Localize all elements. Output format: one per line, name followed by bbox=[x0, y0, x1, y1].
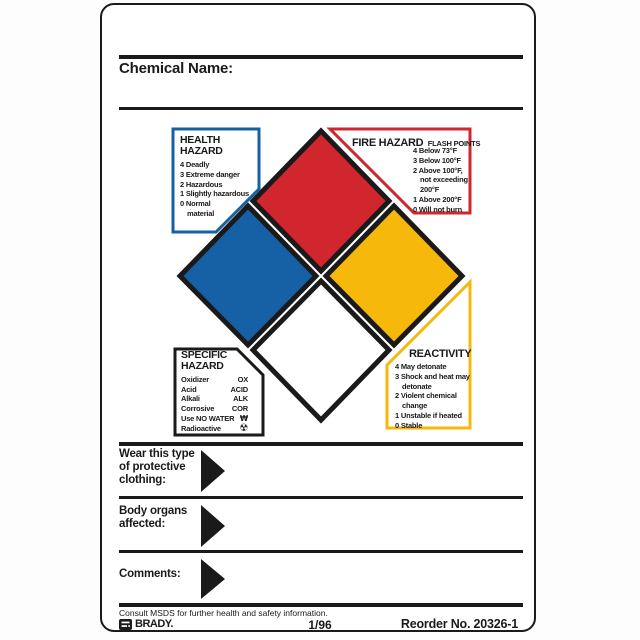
fire-item-0: 0 Will not burn bbox=[413, 204, 463, 214]
chemical-name-label: Chemical Name: bbox=[119, 60, 233, 77]
specific-row-acid bbox=[181, 385, 248, 395]
specific-row-alkali bbox=[181, 394, 248, 404]
fire-hazard-subtitle: FLASH POINTS bbox=[427, 139, 481, 148]
health-item-0: 0 Normal material bbox=[180, 199, 215, 218]
protective-clothing-arrow-icon bbox=[201, 450, 225, 492]
comments-label: Comments: bbox=[119, 568, 181, 580]
specific-row-no-water bbox=[181, 414, 248, 424]
comments-arrow-icon bbox=[201, 559, 225, 599]
fire-item-3: 3 Below 100°F bbox=[413, 155, 461, 165]
reactivity-item-2: 2 Violent chemical change bbox=[395, 391, 457, 411]
specific-hazard-title: SPECIFIC HAZARD bbox=[181, 349, 228, 372]
specific-name-no-water: Use NO WATER bbox=[181, 413, 235, 423]
date-code: 1/96 bbox=[308, 618, 332, 632]
specific-hazard-rows bbox=[181, 375, 248, 433]
health-item-1: 1 Slightly hazardous bbox=[180, 189, 249, 199]
health-item-2: 2 Hazardous bbox=[180, 179, 223, 189]
specific-name-acid: Acid bbox=[181, 384, 197, 394]
body-organs-label: Body organs affected: bbox=[119, 505, 188, 530]
reactivity-items bbox=[395, 362, 470, 431]
health-hazard-items bbox=[180, 160, 249, 219]
hazmat-label-card bbox=[100, 3, 536, 632]
health-hazard-title: HEALTH HAZARD bbox=[180, 134, 223, 157]
msds-note: Consult MSDS for further health and safety information. bbox=[119, 608, 328, 618]
specific-code-acid: ACID bbox=[230, 384, 248, 394]
specific-name-alkali: Alkali bbox=[181, 394, 200, 404]
no-water-w-icon: ₩ bbox=[239, 413, 248, 423]
radioactive-trefoil-icon: ☢ bbox=[239, 422, 248, 434]
reactivity-item-4: 4 May detonate bbox=[395, 362, 447, 371]
fire-item-4: 4 Below 73°F bbox=[413, 146, 457, 155]
fire-item-1: 1 Above 200°F bbox=[413, 194, 462, 204]
health-item-3: 3 Extreme danger bbox=[180, 169, 240, 179]
brady-brand-text: BRADY. bbox=[135, 618, 173, 630]
protective-clothing-label: Wear this type of protective clothing: bbox=[119, 448, 195, 486]
reactivity-title: REACTIVITY bbox=[409, 348, 472, 360]
specific-code-alk: ALK bbox=[233, 394, 248, 404]
specific-code-ox: OX bbox=[237, 375, 248, 384]
specific-row-corrosive bbox=[181, 404, 248, 414]
specific-code-cor: COR bbox=[231, 404, 248, 414]
specific-row-radioactive bbox=[181, 424, 248, 434]
specific-row-oxidizer bbox=[181, 375, 248, 385]
fire-hazard-title: FIRE HAZARD bbox=[352, 137, 424, 149]
fire-item-2: 2 Above 100°F, not exceeding 200°F bbox=[413, 165, 468, 195]
specific-hazard-key bbox=[181, 350, 248, 433]
specific-name-corrosive: Corrosive bbox=[181, 404, 215, 414]
health-item-4: 4 Deadly bbox=[180, 160, 210, 169]
body-organs-arrow-icon bbox=[201, 505, 225, 547]
reactivity-item-1: 1 Unstable if heated bbox=[395, 410, 462, 420]
specific-name-oxidizer: Oxidizer bbox=[181, 375, 209, 384]
reactivity-item-0: 0 Stable bbox=[395, 420, 423, 430]
fire-hazard-items bbox=[413, 146, 468, 215]
specific-name-radioactive: Radioactive bbox=[181, 423, 221, 433]
reorder-number: Reorder No. 20326-1 bbox=[400, 617, 518, 631]
health-hazard-key bbox=[180, 135, 249, 219]
label-shapes-graphic bbox=[102, 5, 538, 634]
reactivity-item-3: 3 Shock and heat may detonate bbox=[395, 371, 470, 391]
